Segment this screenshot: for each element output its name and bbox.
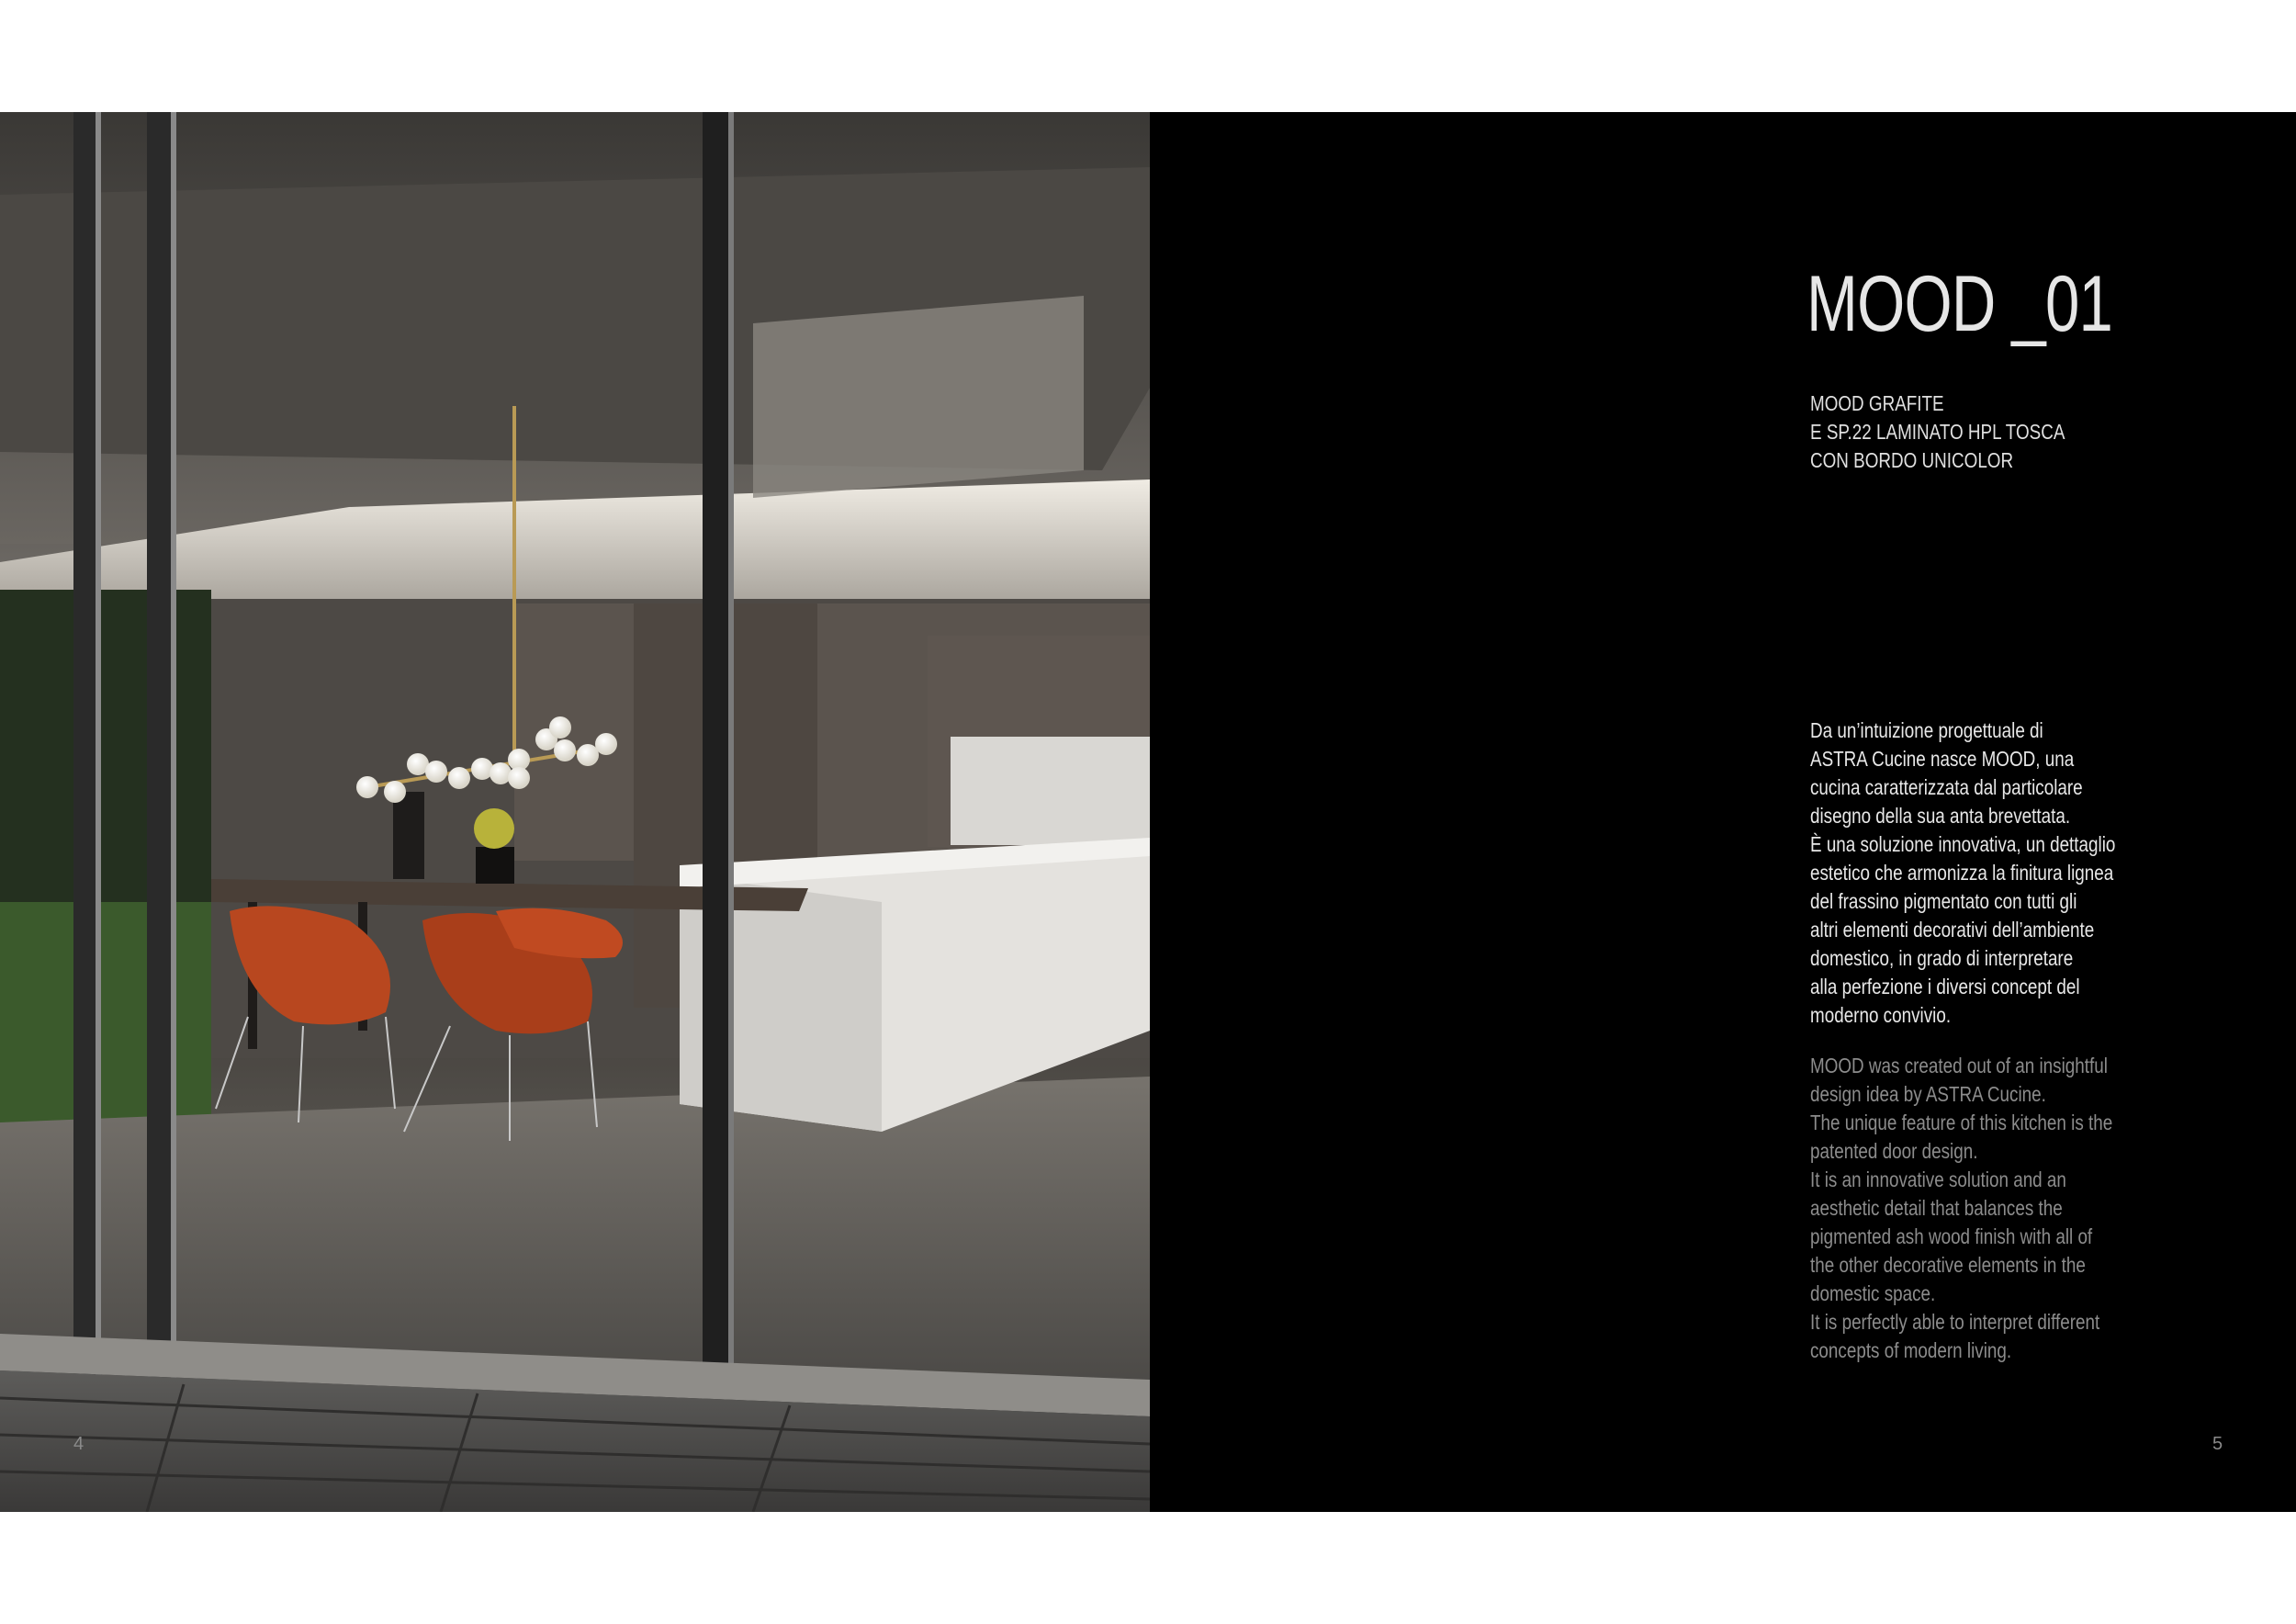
english-description: [1810, 1052, 2112, 1365]
subtitle-line: E SP.22 LAMINATO HPL TOSCA: [1810, 420, 2065, 444]
italian-line: del frassino pigmentato con tutti gli: [1810, 889, 2077, 913]
italian-line: ASTRA Cucine nasce MOOD, una: [1810, 747, 2075, 771]
english-line: aesthetic detail that balances the: [1810, 1196, 2063, 1220]
english-line: pigmented ash wood finish with all of: [1810, 1224, 2093, 1248]
italian-line: estetico che armonizza la finitura lignea: [1810, 861, 2114, 885]
english-line: concepts of modern living.: [1810, 1338, 2012, 1362]
italian-line: cucina caratterizzata dal particolare: [1810, 775, 2083, 799]
subtitle-line: CON BORDO UNICOLOR: [1810, 448, 2014, 472]
english-line: The unique feature of this kitchen is the: [1810, 1111, 2113, 1134]
english-line: It is an innovative solution and an: [1810, 1167, 2066, 1191]
english-line: MOOD was created out of an insightful: [1810, 1054, 2108, 1077]
product-subtitle: [1810, 389, 2065, 475]
italian-line: alla perfezione i diversi concept del: [1810, 975, 2080, 998]
page-title: MOOD _01: [1806, 260, 2112, 348]
kitchen-illustration: [0, 112, 1150, 1512]
text-page: [1150, 112, 2296, 1512]
page-number-left: 4: [73, 1434, 84, 1454]
italian-line: altri elementi decorativi dell’ambiente: [1810, 918, 2095, 942]
english-line: patented door design.: [1810, 1139, 1978, 1163]
english-line: It is perfectly able to interpret different: [1810, 1310, 2100, 1334]
english-line: design idea by ASTRA Cucine.: [1810, 1082, 2046, 1106]
italian-line: Da un’intuizione progettuale di: [1810, 718, 2043, 742]
english-line: domestic space.: [1810, 1281, 1936, 1305]
kitchen-interior-photo: [0, 112, 1150, 1512]
italian-line: disegno della sua anta brevettata.: [1810, 804, 2071, 828]
page-number-right: 5: [2212, 1434, 2223, 1454]
italian-line: È una soluzione innovativa, un dettaglio: [1810, 832, 2116, 856]
subtitle-line: MOOD GRAFITE: [1810, 391, 1944, 415]
brochure-spread: [0, 112, 2296, 1512]
italian-line: domestico, in grado di interpretare: [1810, 946, 2074, 970]
italian-line: moderno convivio.: [1810, 1003, 1952, 1027]
english-line: the other decorative elements in the: [1810, 1253, 2086, 1277]
italian-description: [1810, 716, 2115, 1030]
